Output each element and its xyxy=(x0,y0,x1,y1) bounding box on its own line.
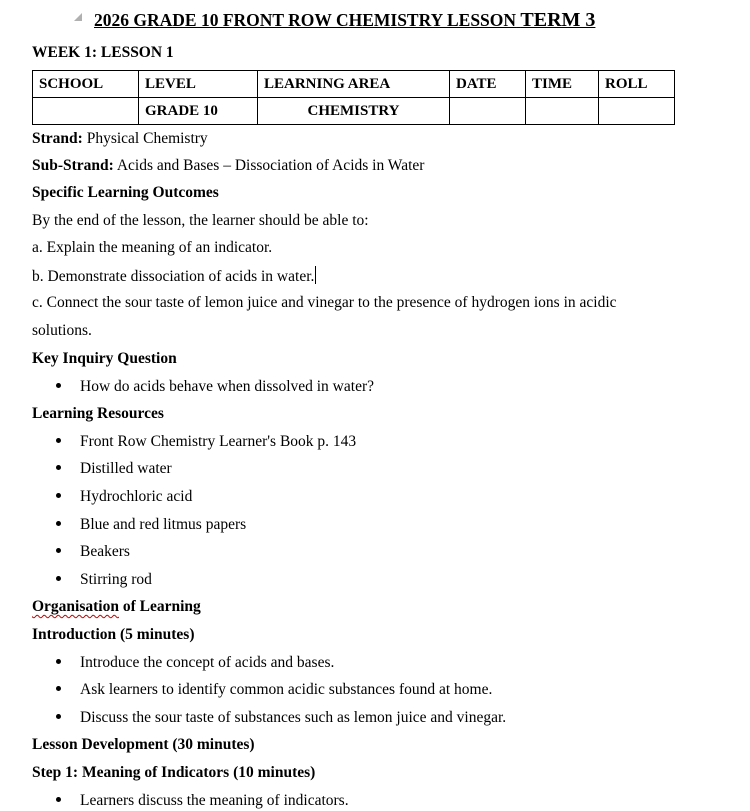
cell-level[interactable]: GRADE 10 xyxy=(139,98,258,125)
list-item xyxy=(56,570,152,590)
cell-date[interactable] xyxy=(450,98,526,125)
step1-heading: Step 1: Meaning of Indicators (10 minutes) xyxy=(32,764,316,781)
header-roll: ROLL xyxy=(599,71,675,98)
introduction-heading: Introduction (5 minutes) xyxy=(32,626,195,643)
table-value-row xyxy=(33,98,675,125)
spellcheck-word[interactable]: Organisation xyxy=(32,598,119,615)
document-title xyxy=(94,8,595,32)
list-item-text: Introduce the concept of acids and bases. xyxy=(80,654,335,671)
outcomes-intro: By the end of the lesson, the learner should be able to: xyxy=(32,212,369,229)
table-header-row xyxy=(33,71,675,98)
list-item-text: Blue and red litmus papers xyxy=(80,516,247,533)
development-heading: Lesson Development (30 minutes) xyxy=(32,736,255,753)
list-item-text: Distilled water xyxy=(80,460,172,477)
bullet-icon xyxy=(56,377,80,397)
outcomes-heading: Specific Learning Outcomes xyxy=(32,184,219,201)
list-item-text: Ask learners to identify common acidic substances found at home. xyxy=(80,681,493,698)
strand-value: Physical Chemistry xyxy=(82,130,208,147)
list-item-text: Hydrochloric acid xyxy=(80,488,193,505)
lesson-info-table xyxy=(32,70,675,125)
bullet-icon xyxy=(56,459,80,479)
organisation-rest: of Learning xyxy=(118,598,201,615)
bullet-icon xyxy=(56,708,80,728)
bullet-icon xyxy=(56,653,80,673)
list-item-text: How do acids behave when dissolved in water? xyxy=(80,378,374,395)
week-lesson-heading: WEEK 1: LESSON 1 xyxy=(32,44,174,61)
resources-heading: Learning Resources xyxy=(32,405,164,422)
strand-line xyxy=(32,129,208,149)
bullet-icon xyxy=(56,680,80,700)
sub-strand-value: Acids and Bases – Dissociation of Acids in Water xyxy=(113,157,425,174)
bullet-icon xyxy=(56,515,80,535)
inquiry-heading: Key Inquiry Question xyxy=(32,350,177,367)
strand-label: Strand: xyxy=(32,130,83,147)
list-item-text: Stirring rod xyxy=(80,571,152,588)
list-item xyxy=(56,542,130,562)
list-item-text: Front Row Chemistry Learner's Book p. 143 xyxy=(80,433,357,450)
header-date: DATE xyxy=(450,71,526,98)
list-item xyxy=(56,432,356,452)
bullet-icon xyxy=(56,542,80,562)
bullet-icon xyxy=(56,432,80,452)
list-item xyxy=(56,377,374,397)
list-item xyxy=(56,515,246,535)
title-term: TERM 3 xyxy=(520,9,596,31)
text-cursor xyxy=(315,266,316,284)
header-school: SCHOOL xyxy=(33,71,139,98)
outcome-b xyxy=(32,266,316,287)
list-item xyxy=(56,791,349,811)
list-item-text: Discuss the sour taste of substances such as lemon juice and vinegar. xyxy=(80,709,507,726)
header-level: LEVEL xyxy=(139,71,258,98)
outcome-c: c. Connect the sour taste of lemon juice and vinegar to the presence of hydrogen ions in acidic xyxy=(32,294,617,311)
bullet-icon xyxy=(56,791,80,811)
list-item xyxy=(56,680,492,700)
cell-time[interactable] xyxy=(526,98,599,125)
bullet-icon xyxy=(56,487,80,507)
heading-collapse-icon[interactable] xyxy=(74,13,82,21)
organisation-heading xyxy=(32,597,201,617)
title-main: 2026 GRADE 10 FRONT ROW CHEMISTRY LESSON xyxy=(94,10,517,30)
sub-strand-line xyxy=(32,156,424,176)
cell-school[interactable] xyxy=(33,98,139,125)
outcome-c-continued: solutions. xyxy=(32,322,92,339)
outcome-b-text: b. Demonstrate dissociation of acids in water. xyxy=(32,268,315,285)
header-time: TIME xyxy=(526,71,599,98)
outcome-a: a. Explain the meaning of an indicator. xyxy=(32,239,273,256)
list-item-text: Learners discuss the meaning of indicators. xyxy=(80,792,349,809)
cell-learning-area[interactable]: CHEMISTRY xyxy=(258,98,450,125)
list-item-text: Beakers xyxy=(80,543,130,560)
list-item xyxy=(56,459,172,479)
bullet-icon xyxy=(56,570,80,590)
cell-roll[interactable] xyxy=(599,98,675,125)
list-item xyxy=(56,708,506,728)
list-item xyxy=(56,653,334,673)
list-item xyxy=(56,487,192,507)
sub-strand-label: Sub-Strand: xyxy=(32,157,114,174)
header-learning-area: LEARNING AREA xyxy=(258,71,450,98)
